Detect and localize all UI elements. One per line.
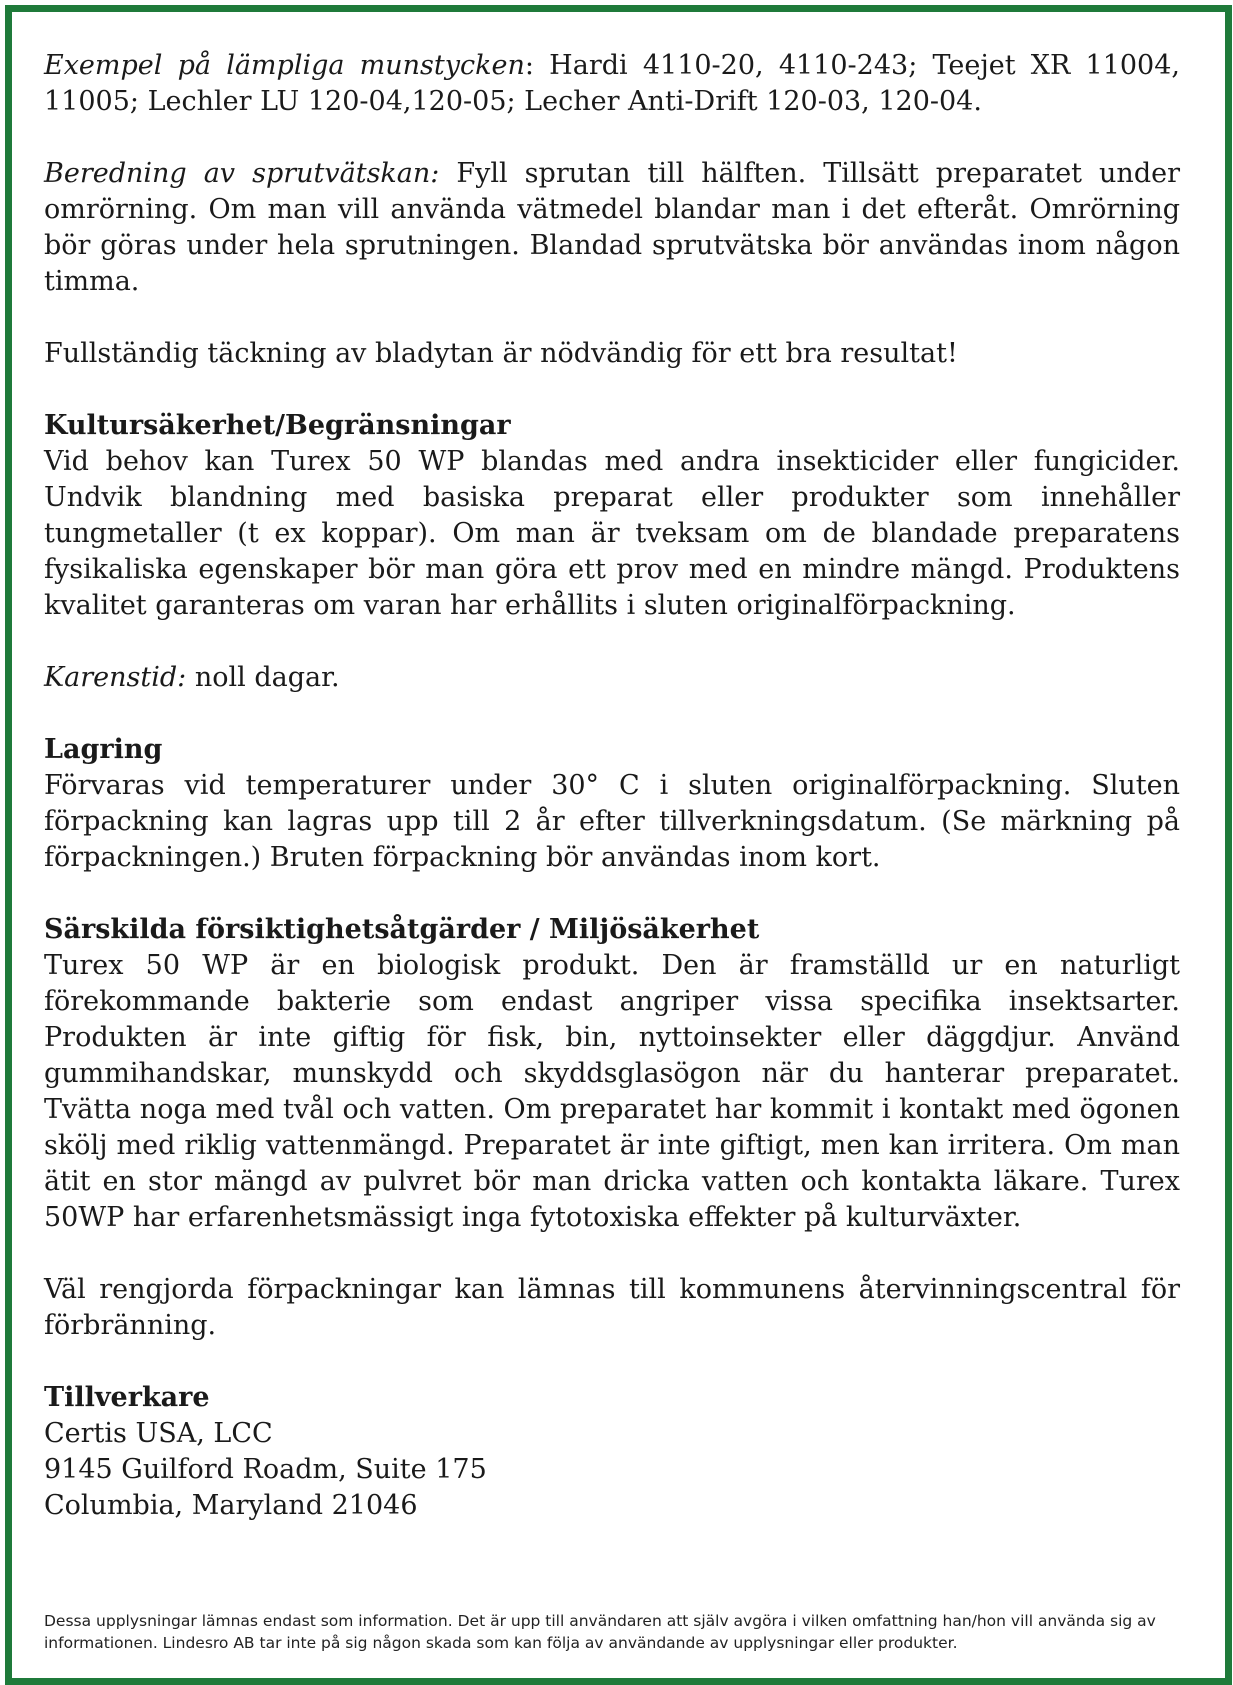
manufacturer-city: Columbia, Maryland 21046 bbox=[44, 1490, 418, 1521]
withdrawal-text: noll dagar. bbox=[186, 662, 340, 693]
disposal-paragraph bbox=[44, 1272, 1180, 1344]
disposal-text: Väl rengjorda förpackningar kan lämnas till kommunens återvinningscentral för förbränning. bbox=[44, 1274, 1180, 1341]
coverage-paragraph bbox=[44, 336, 1180, 372]
nozzles-label: Exempel på lämpliga munstycken bbox=[44, 50, 525, 81]
crop-safety-section bbox=[44, 408, 1180, 624]
precautions-section bbox=[44, 912, 1180, 1236]
manufacturer-section bbox=[44, 1380, 1180, 1524]
withdrawal-paragraph bbox=[44, 660, 1180, 696]
precautions-heading: Särskilda försiktighetsåtgärder / Miljösäkerhet bbox=[44, 914, 760, 945]
nozzles-paragraph bbox=[44, 48, 1180, 120]
withdrawal-label: Karenstid: bbox=[44, 662, 187, 693]
storage-heading: Lagring bbox=[44, 734, 163, 765]
disclaimer-footer: Dessa upplysningar lämnas endast som information. Det är upp till användaren att själv avgöra i vilken omfattning han/hon vill använda sig av informationen. Lindesro AB tar inte på sig någon skada som kan följa av användande av upplysningar eller produkter. bbox=[44, 1612, 1156, 1652]
preparation-label: Beredning av sprutvätskan: bbox=[44, 158, 440, 189]
manufacturer-heading: Tillverkare bbox=[44, 1382, 210, 1413]
manufacturer-street: 9145 Guilford Roadm, Suite 175 bbox=[44, 1454, 487, 1485]
coverage-text: Fullständig täckning av bladytan är nödvändig för ett bra resultat! bbox=[44, 338, 958, 369]
nozzles-text: : Hardi 4110-20, 4110-243; Teejet XR 11004, 11005; Lechler LU 120-04,120-05; Lecher Anti-Drift 120-03, 120-04. bbox=[44, 50, 1180, 117]
storage-section bbox=[44, 732, 1180, 876]
manufacturer-name: Certis USA, LCC bbox=[44, 1418, 273, 1449]
crop-safety-heading: Kultursäkerhet/Begränsningar bbox=[44, 410, 511, 441]
document-body bbox=[44, 48, 1180, 1560]
crop-safety-text: Vid behov kan Turex 50 WP blandas med andra insekticider eller fungicider. Undvik blandning med basiska preparat eller produkter som innehåller tungmetaller (t ex koppar). Om man är tveksam om de blandade preparatens fysikaliska egenskaper bör man göra ett prov med en mindre mängd. Produktens kvalitet garanteras om varan har erhållits i sluten originalförpackning. bbox=[44, 446, 1180, 621]
precautions-text: Turex 50 WP är en biologisk produkt. Den är framställd ur en naturligt förekommande bakterie som endast angriper vissa specifika insektsarter. Produkten är inte giftig för fisk, bin, nyttoinsekter eller däggdjur. Använd gummihandskar, munskydd och skyddsglasögon när du hanterar preparatet. Tvätta noga med tvål och vatten. Om preparatet har kommit i kontakt med ögonen skölj med riklig vattenmängd. Preparatet är inte giftigt, men kan irritera. Om man ätit en stor mängd av pulvret bör man dricka vatten och kontakta läkare. Turex 50WP har erfarenhetsmässigt inga fytotoxiska effekter på kulturväxter. bbox=[44, 950, 1180, 1233]
preparation-paragraph bbox=[44, 156, 1180, 300]
preparation-text: Fyll sprutan till hälften. Tillsätt preparatet under omrörning. Om man vill använda vätmedel blandar man i det efteråt. Omrörning bör göras under hela sprutningen. Blandad sprutvätska bör användas inom någon timma. bbox=[44, 158, 1180, 297]
storage-text: Förvaras vid temperaturer under 30° C i sluten originalförpackning. Sluten förpackning kan lagras upp till 2 år efter tillverkningsdatum. (Se märkning på förpackningen.) Bruten förpackning bör användas inom kort. bbox=[44, 770, 1180, 873]
